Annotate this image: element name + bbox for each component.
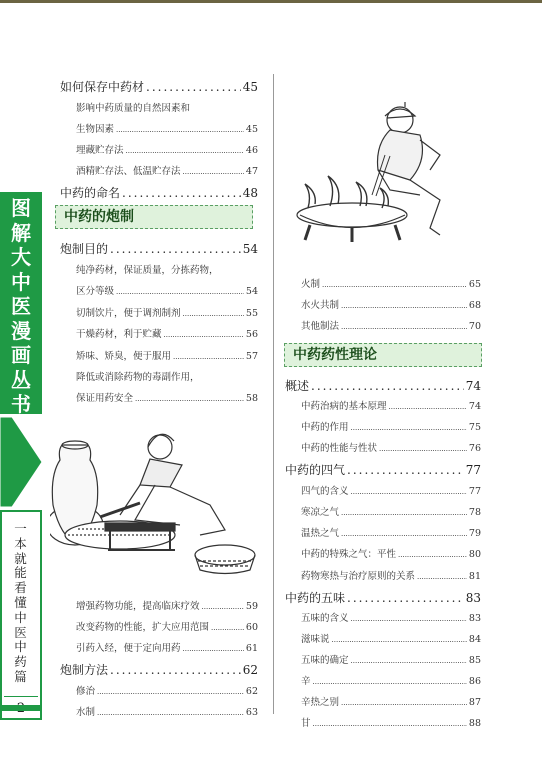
toc-entry-title: 中药的命名 [60, 186, 121, 200]
toc-leader-dots [341, 530, 467, 538]
column-divider [273, 74, 274, 714]
toc-page-number: 54 [245, 286, 258, 297]
toc-leader-dots [183, 645, 244, 653]
toc-sub-entry[interactable] [301, 483, 481, 497]
toc-page-number: 77 [465, 463, 481, 477]
toc-sub-entry[interactable] [301, 546, 481, 560]
chevron-right-icon [0, 417, 42, 507]
toc-entry-title: 炮制方法 [60, 663, 109, 677]
toc-page-number: 62 [242, 663, 258, 677]
toc-page-number: 85 [468, 655, 481, 666]
toc-entry-title: 五味的含义 [301, 613, 349, 624]
toc-entry-title: 增强药物功能，提高临床疗效 [76, 601, 200, 612]
toc-sub-entry[interactable] [301, 419, 481, 433]
toc-sub-entry[interactable] [301, 610, 481, 624]
toc-page-number: 56 [245, 329, 258, 340]
toc-text-line: 纯净药材，保证质量，分拣药物， [76, 265, 219, 276]
toc-sub-entry[interactable] [301, 440, 481, 454]
toc-page-number: 79 [468, 528, 481, 539]
toc-sub-entry[interactable] [301, 715, 481, 729]
toc-page-number: 61 [245, 643, 258, 654]
toc-page-number: 80 [468, 549, 481, 560]
series-subtitle-panel [0, 510, 42, 720]
toc-leader-dots [110, 242, 241, 256]
toc-main-entry[interactable] [60, 661, 258, 678]
toc-entry-title: 温热之气 [301, 528, 340, 539]
toc-leader-dots [211, 624, 244, 632]
toc-page-number: 59 [245, 601, 258, 612]
toc-main-entry[interactable] [285, 461, 481, 478]
toc-page-number: 57 [245, 351, 258, 362]
toc-sub-entry[interactable] [301, 297, 481, 311]
toc-leader-dots [311, 379, 464, 393]
toc-entry-title: 酒精贮存法、低温贮存法 [76, 166, 181, 177]
toc-page-number: 77 [468, 486, 481, 497]
toc-entry-title: 其他制法 [301, 321, 340, 332]
toc-entry-title: 四气的含义 [301, 486, 349, 497]
bottom-accent-bar [0, 705, 42, 711]
toc-leader-dots [341, 302, 467, 310]
toc-leader-dots [347, 591, 464, 605]
toc-sub-entry[interactable] [76, 390, 258, 404]
toc-entry-title: 中药治病的基本原理 [301, 401, 387, 412]
series-title-panel [0, 192, 42, 414]
toc-page-number: 83 [468, 613, 481, 624]
toc-entry-title: 中药的性能与性状 [301, 443, 378, 454]
toc-entry-title: 干燥药材，利于贮藏 [76, 329, 162, 340]
toc-entry-title: 中药的五味 [285, 591, 346, 605]
toc-entry-title: 辛 [301, 676, 311, 687]
toc-leader-dots [183, 168, 244, 176]
toc-leader-dots [164, 331, 244, 339]
toc-page-number: 84 [468, 634, 481, 645]
toc-sub-entry[interactable] [301, 276, 481, 290]
toc-page-number: 74 [468, 401, 481, 412]
toc-sub-entry[interactable] [301, 673, 481, 687]
toc-entry-title: 保证用药安全 [76, 393, 134, 404]
toc-page-number: 62 [245, 686, 258, 697]
toc-entry-title: 炮制目的 [60, 242, 109, 256]
toc-entry-title: 火制 [301, 279, 321, 290]
toc-leader-dots [313, 678, 467, 686]
toc-entry-title: 中药的四气 [285, 463, 346, 477]
toc-entry-title: 如何保存中药材 [60, 80, 145, 94]
toc-page-number: 74 [465, 379, 481, 393]
toc-leader-dots [341, 323, 467, 331]
toc-entry-title: 修治 [76, 686, 96, 697]
toc-leader-dots [398, 551, 467, 559]
toc-leader-dots [135, 395, 244, 403]
toc-page-number: 63 [245, 707, 258, 718]
toc-leader-dots [379, 445, 467, 453]
toc-page-number: 70 [468, 321, 481, 332]
toc-leader-dots [351, 615, 467, 623]
section-header-theory: 中药药性理论 [284, 343, 482, 367]
series-title: 图解大中医漫画丛书 [11, 196, 31, 416]
toc-main-entry[interactable] [60, 184, 258, 201]
toc-sub-entry[interactable] [76, 704, 258, 718]
toc-sub-entry[interactable] [301, 398, 481, 412]
herb-frying-illustration [290, 100, 485, 250]
toc-page-number: 60 [245, 622, 258, 633]
toc-page-number: 83 [465, 591, 481, 605]
toc-leader-dots [351, 488, 467, 496]
toc-page-number: 86 [468, 676, 481, 687]
top-rule [0, 0, 542, 3]
toc-entry-title: 中药的作用 [301, 422, 349, 433]
toc-leader-dots [122, 186, 241, 200]
toc-entry-title: 水制 [76, 707, 96, 718]
toc-page-number: 55 [245, 308, 258, 319]
toc-leader-dots [389, 403, 467, 411]
toc-main-entry[interactable] [60, 78, 258, 95]
toc-leader-dots [126, 147, 244, 155]
toc-page-number: 45 [242, 80, 258, 94]
toc-page-number: 68 [468, 300, 481, 311]
toc-page-number: 88 [468, 718, 481, 729]
toc-entry-title: 水火共制 [301, 300, 340, 311]
toc-entry-title: 引药入经，便于定向用药 [76, 643, 181, 654]
toc-page-number: 81 [468, 571, 481, 582]
toc-leader-dots [332, 636, 467, 644]
toc-page-number: 45 [245, 124, 258, 135]
toc-entry-title: 生物因素 [76, 124, 115, 135]
toc-leader-dots [146, 80, 241, 94]
toc-sub-entry[interactable] [301, 568, 481, 582]
series-subtitle: 一本就能看懂中医中药篇 [14, 521, 27, 684]
toc-page-number: 58 [245, 393, 258, 404]
toc-page-number: 54 [242, 242, 258, 256]
toc-page-number: 75 [468, 422, 481, 433]
toc-page-number: 76 [468, 443, 481, 454]
toc-leader-dots [183, 310, 244, 318]
toc-leader-dots [116, 126, 244, 134]
toc-page-number: 48 [242, 186, 258, 200]
toc-main-entry[interactable] [285, 377, 481, 394]
toc-sub-entry[interactable] [76, 121, 258, 135]
toc-leader-dots [417, 573, 467, 581]
toc-entry-title: 五味的确定 [301, 655, 349, 666]
toc-entry-title: 甘 [301, 718, 311, 729]
toc-page-number: 47 [245, 166, 258, 177]
toc-leader-dots [110, 663, 241, 677]
toc-page-number: 78 [468, 507, 481, 518]
toc-sub-entry[interactable] [76, 305, 258, 319]
toc-sub-entry[interactable] [301, 525, 481, 539]
toc-entry-title: 切制饮片，便于调剂制剂 [76, 308, 181, 319]
toc-leader-dots [351, 657, 467, 665]
toc-leader-dots [202, 603, 244, 611]
toc-leader-dots [97, 709, 244, 717]
toc-leader-dots [313, 720, 467, 728]
toc-page-number: 46 [245, 145, 258, 156]
toc-entry-title: 埋藏贮存法 [76, 145, 124, 156]
toc-leader-dots [347, 463, 464, 477]
toc-text-line: 降低或消除药物的毒副作用， [76, 372, 200, 383]
toc-sub-entry[interactable] [76, 326, 258, 340]
toc-sub-entry[interactable] [76, 640, 258, 654]
toc-entry-title: 寒凉之气 [301, 507, 340, 518]
toc-sub-entry[interactable] [76, 348, 258, 362]
toc-sub-entry[interactable] [76, 283, 258, 297]
toc-sub-entry[interactable] [76, 598, 258, 612]
toc-page-number: 87 [468, 697, 481, 708]
toc-sub-entry[interactable] [76, 683, 258, 697]
toc-main-entry[interactable] [60, 240, 258, 257]
toc-sub-entry[interactable] [301, 652, 481, 666]
toc-sub-entry[interactable] [76, 619, 258, 633]
toc-leader-dots [341, 509, 467, 517]
toc-leader-dots [351, 424, 467, 432]
toc-sub-entry[interactable] [301, 631, 481, 645]
toc-leader-dots [116, 288, 244, 296]
toc-sub-entry[interactable] [301, 694, 481, 708]
toc-page-number: 65 [468, 279, 481, 290]
toc-entry-title: 中药的特殊之气：平性 [301, 549, 397, 560]
toc-entry-title: 药物寒热与治疗原则的关系 [301, 571, 416, 582]
toc-leader-dots [173, 353, 244, 361]
toc-entry-title: 概述 [285, 379, 310, 393]
toc-entry-title: 矫味、矫臭，便于服用 [76, 351, 172, 362]
toc-sub-entry[interactable] [301, 504, 481, 518]
toc-leader-dots [341, 699, 467, 707]
toc-entry-title: 区分等级 [76, 286, 115, 297]
toc-sub-entry[interactable] [301, 318, 481, 332]
toc-leader-dots [97, 688, 244, 696]
toc-text-line: 影响中药质量的自然因素和 [76, 103, 191, 114]
section-header-processing: 中药的炮制 [55, 205, 253, 229]
toc-sub-entry[interactable] [76, 142, 258, 156]
toc-entry-title: 改变药物的性能，扩大应用范围 [76, 622, 210, 633]
toc-leader-dots [322, 281, 467, 289]
book-series-sidebar [0, 192, 42, 712]
toc-entry-title: 滋味说 [301, 634, 330, 645]
toc-main-entry[interactable] [285, 589, 481, 606]
toc-sub-entry[interactable] [76, 163, 258, 177]
toc-entry-title: 辛热之别 [301, 697, 340, 708]
herb-cutting-illustration [50, 425, 260, 585]
